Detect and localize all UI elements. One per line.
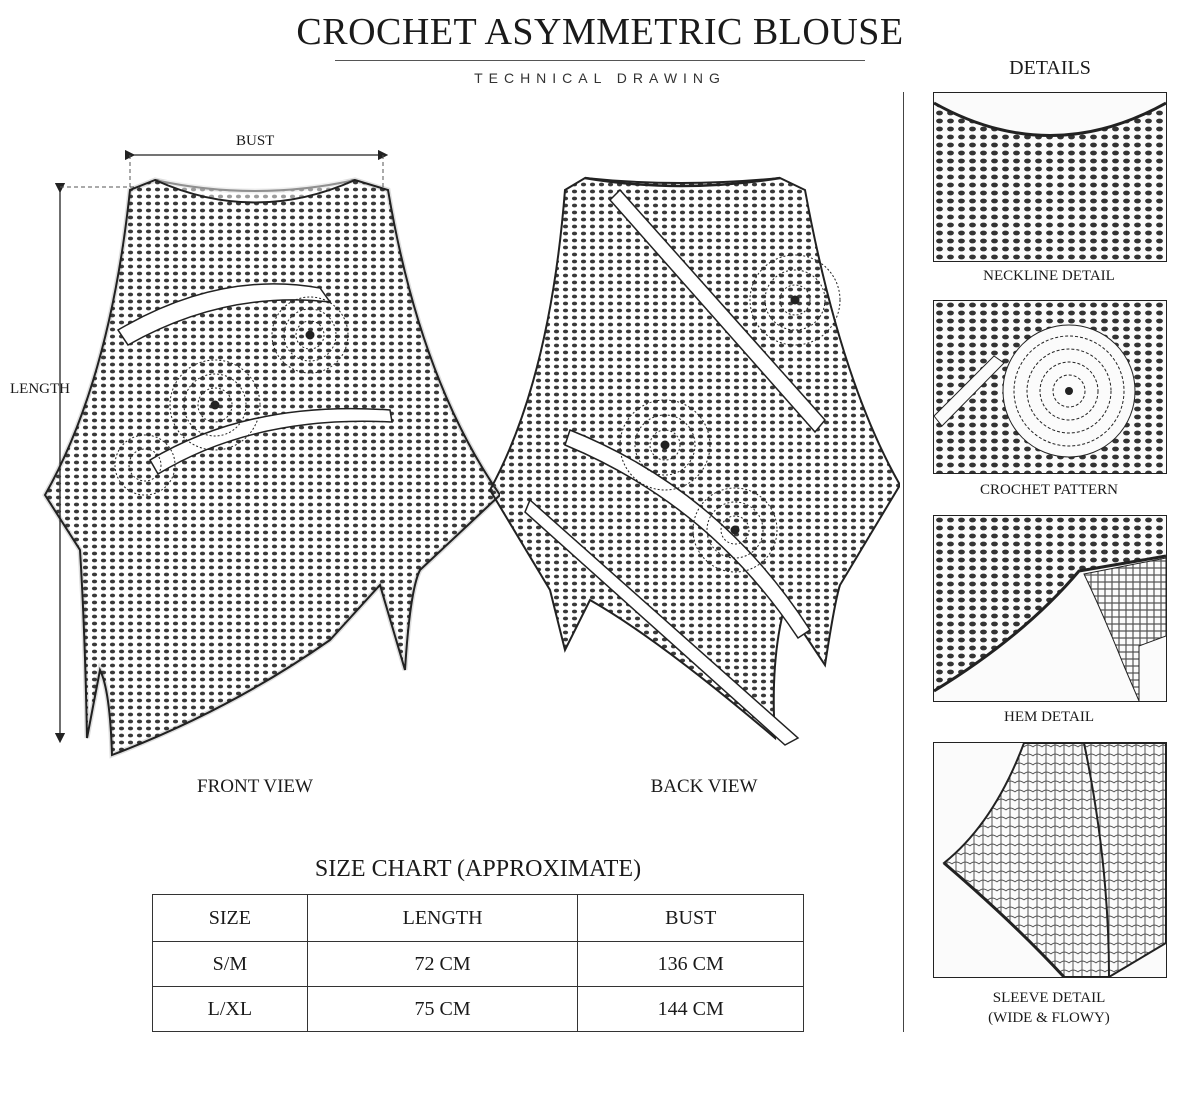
cell-size: S/M bbox=[153, 942, 308, 987]
cell-length: 72 CM bbox=[307, 942, 578, 987]
cell-size: L/XL bbox=[153, 987, 308, 1032]
details-heading: DETAILS bbox=[1009, 57, 1091, 79]
sleeve-detail-label bbox=[929, 988, 1169, 1028]
neckline-detail-image bbox=[933, 92, 1167, 262]
back-view-label: BACK VIEW bbox=[650, 776, 758, 797]
crochet-pattern-detail-label: CROCHET PATTERN bbox=[980, 482, 1118, 498]
table-row bbox=[153, 942, 804, 987]
sleeve-detail-label-line1: SLEEVE DETAIL bbox=[992, 990, 1106, 1006]
crochet-pattern-detail-image bbox=[933, 300, 1167, 474]
hem-detail-image bbox=[933, 515, 1167, 702]
table-row bbox=[153, 987, 804, 1032]
header-bust: BUST bbox=[578, 895, 804, 942]
header-length: LENGTH bbox=[307, 895, 578, 942]
page-title: CROCHET ASYMMETRIC BLOUSE bbox=[296, 11, 904, 53]
front-view-drawing bbox=[0, 130, 500, 820]
hem-detail-label: HEM DETAIL bbox=[1003, 709, 1095, 725]
neckline-detail-label: NECKLINE DETAIL bbox=[983, 268, 1115, 284]
length-dimension-label: LENGTH bbox=[10, 381, 70, 397]
details-divider bbox=[903, 92, 904, 1032]
title-divider bbox=[335, 60, 865, 61]
cell-bust: 136 CM bbox=[578, 942, 804, 987]
size-chart-table bbox=[152, 894, 804, 1032]
sleeve-detail-label-line2: (WIDE & FLOWY) bbox=[988, 1010, 1110, 1026]
page-subtitle: TECHNICAL DRAWING bbox=[474, 70, 726, 86]
size-chart-title: SIZE CHART (APPROXIMATE) bbox=[314, 856, 642, 882]
sleeve-detail-image bbox=[933, 742, 1167, 978]
bust-dimension-label: BUST bbox=[236, 133, 275, 149]
front-view-label: FRONT VIEW bbox=[197, 776, 313, 797]
header-size: SIZE bbox=[153, 895, 308, 942]
cell-length: 75 CM bbox=[307, 987, 578, 1032]
back-view-drawing bbox=[480, 160, 900, 760]
cell-bust: 144 CM bbox=[578, 987, 804, 1032]
table-header-row bbox=[153, 895, 804, 942]
